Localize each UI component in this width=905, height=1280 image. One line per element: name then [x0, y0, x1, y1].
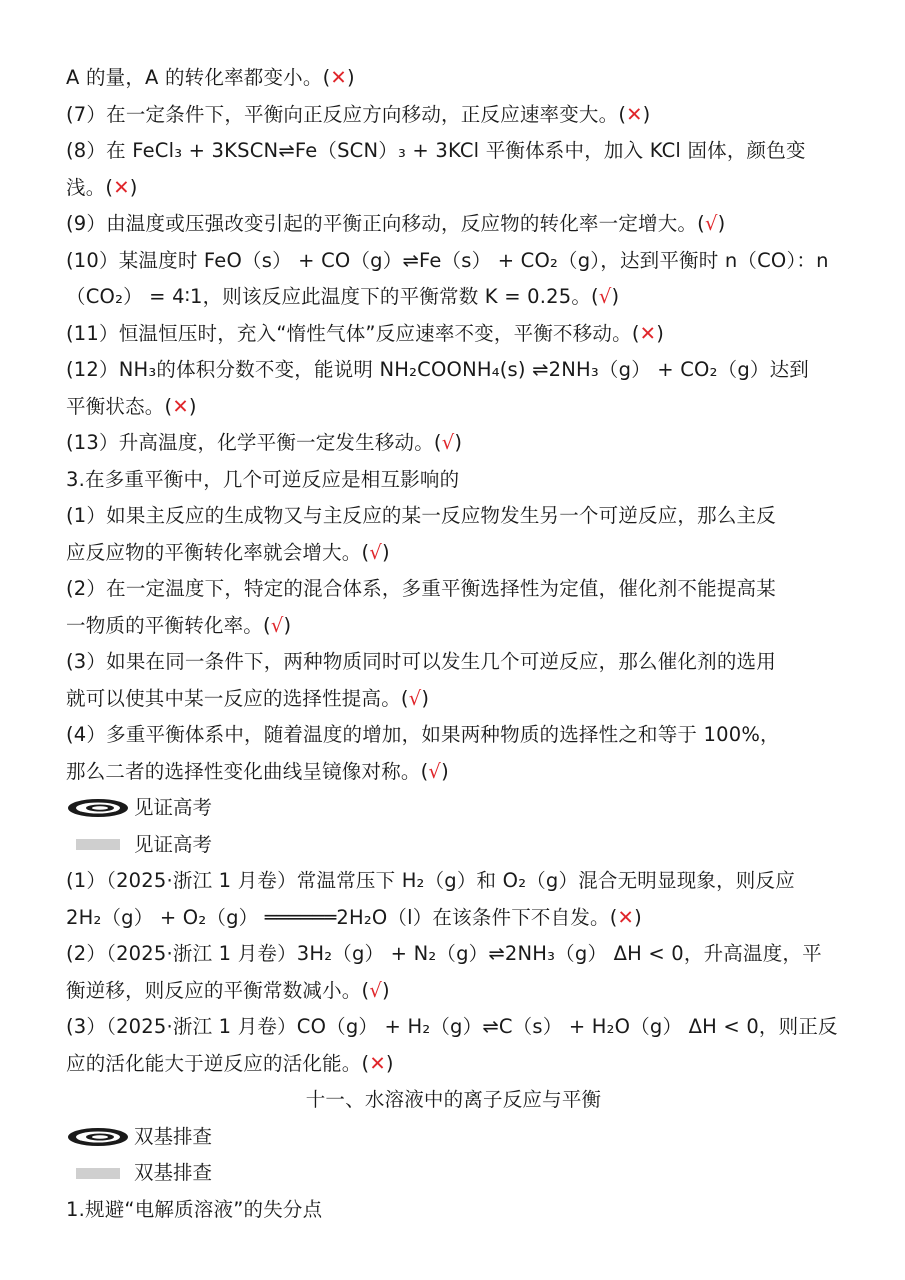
check-mark: √ [704, 212, 718, 235]
gray-bar [76, 1168, 120, 1179]
text-line: (1）（2025·浙江 1 月卷）常温常压下 H₂（g）和 O₂（g）混合无明显现象，则反应 [66, 869, 795, 892]
text-line: （CO₂） = 4∶1，则该反应此温度下的平衡常数 K = 0.25。(√) [66, 285, 620, 308]
text-line: 应的活化能大于逆反应的活化能。(✕) [66, 1051, 394, 1075]
text-line: (11）恒温恒压时，充入“惰性气体”反应速率不变，平衡不移动。(✕) [66, 321, 664, 345]
text-line: (9）由温度或压强改变引起的平衡正向移动，反应物的转化率一定增大。(√) [66, 212, 726, 235]
text-line: (3）如果在同一条件下，两种物质同时可以发生几个可逆反应，那么催化剂的选用 [66, 650, 776, 673]
document-page [66, 60, 841, 1228]
text-line: 1.规避“电解质溶液”的失分点 [66, 1197, 323, 1221]
check-mark: √ [270, 613, 284, 637]
text-line: 那么二者的选择性变化曲线呈镜像对称。(√) [66, 759, 449, 783]
gray-bar [76, 839, 120, 850]
text-line: 2H₂（g） + O₂（g） ══════2H₂O（l）在该条件下不自发。(✕) [66, 905, 642, 929]
text-line: 衡逆移，则反应的平衡常数减小。(√) [66, 978, 390, 1002]
check-mark: √ [369, 540, 382, 564]
cross-mark: ✕ [617, 905, 635, 929]
text-line: 平衡状态。(✕) [66, 394, 197, 418]
section-subtitle-jianzheng: 见证高考 [66, 827, 841, 864]
text-line: 浅。(✕) [66, 175, 138, 199]
text-line: (12）NH₃的体积分数不变，能说明 NH₂COONH₄(s) ⇌2NH₃（g） + CO₂（g）达到 [66, 358, 809, 381]
check-mark: √ [369, 978, 382, 1002]
check-mark: √ [428, 759, 442, 783]
text-line: (4）多重平衡体系中，随着温度的增加，如果两种物质的选择性之和等于 100%， [66, 723, 780, 746]
text-line: (13）升高温度，化学平衡一定发生移动。(√) [66, 431, 463, 454]
text-line: 就可以使其中某一反应的选择性提高。(√) [66, 686, 430, 710]
text-line: (10）某温度时 FeO（s） + CO（g）⇌Fe（s） + CO₂（g），达到平衡时 n（CO）：n [66, 248, 829, 272]
text-line: (2）在一定温度下，特定的混合体系，多重平衡选择性为定值，催化剂不能提高某 [66, 577, 776, 600]
check-mark: √ [441, 431, 455, 454]
cross-mark: ✕ [369, 1051, 386, 1075]
text-line: A 的量，A 的转化率都变小。(✕) [66, 66, 355, 89]
cross-mark: ✕ [639, 321, 657, 345]
cross-mark: ✕ [172, 394, 189, 418]
check-mark: √ [598, 285, 612, 308]
cross-mark: ✕ [113, 175, 130, 199]
text-line: (3）（2025·浙江 1 月卷）CO（g） + H₂（g）⇌C（s） + H₂O（g） ΔH < 0，则正反 [66, 1015, 838, 1038]
section-title-jianzheng: 见证高考 [66, 790, 841, 827]
double-ring-badge-icon [66, 1126, 130, 1148]
text-line: 应反应物的平衡转化率就会增大。(√) [66, 540, 390, 564]
cross-mark: ✕ [626, 102, 643, 126]
check-mark: √ [408, 686, 422, 710]
section-title-shuangji: 双基排查 [66, 1119, 841, 1156]
cross-mark: ✕ [330, 66, 347, 89]
text-line: 一物质的平衡转化率。(√) [66, 613, 292, 637]
text-line: (1）如果主反应的生成物又与主反应的某一反应物发生另一个可逆反应，那么主反 [66, 504, 776, 527]
text-line: (2）（2025·浙江 1 月卷）3H₂（g） + N₂（g）⇌2NH₃（g） ΔH < 0，升高温度，平 [66, 942, 822, 965]
text-line: (7）在一定条件下，平衡向正反应方向移动，正反应速率变大。(✕) [66, 102, 651, 126]
double-ring-badge-icon [66, 797, 130, 819]
text-line: (8）在 FeCl₃ + 3KSCN⇌Fe（SCN）₃ + 3KCl 平衡体系中，加入 KCl 固体，颜色变 [66, 139, 806, 162]
chapter-heading: 十一、水溶液中的离子反应与平衡 [305, 1088, 602, 1111]
text-line: 3.在多重平衡中，几个可逆反应是相互影响的 [66, 467, 460, 491]
section-subtitle-shuangji: 双基排查 [66, 1155, 841, 1192]
